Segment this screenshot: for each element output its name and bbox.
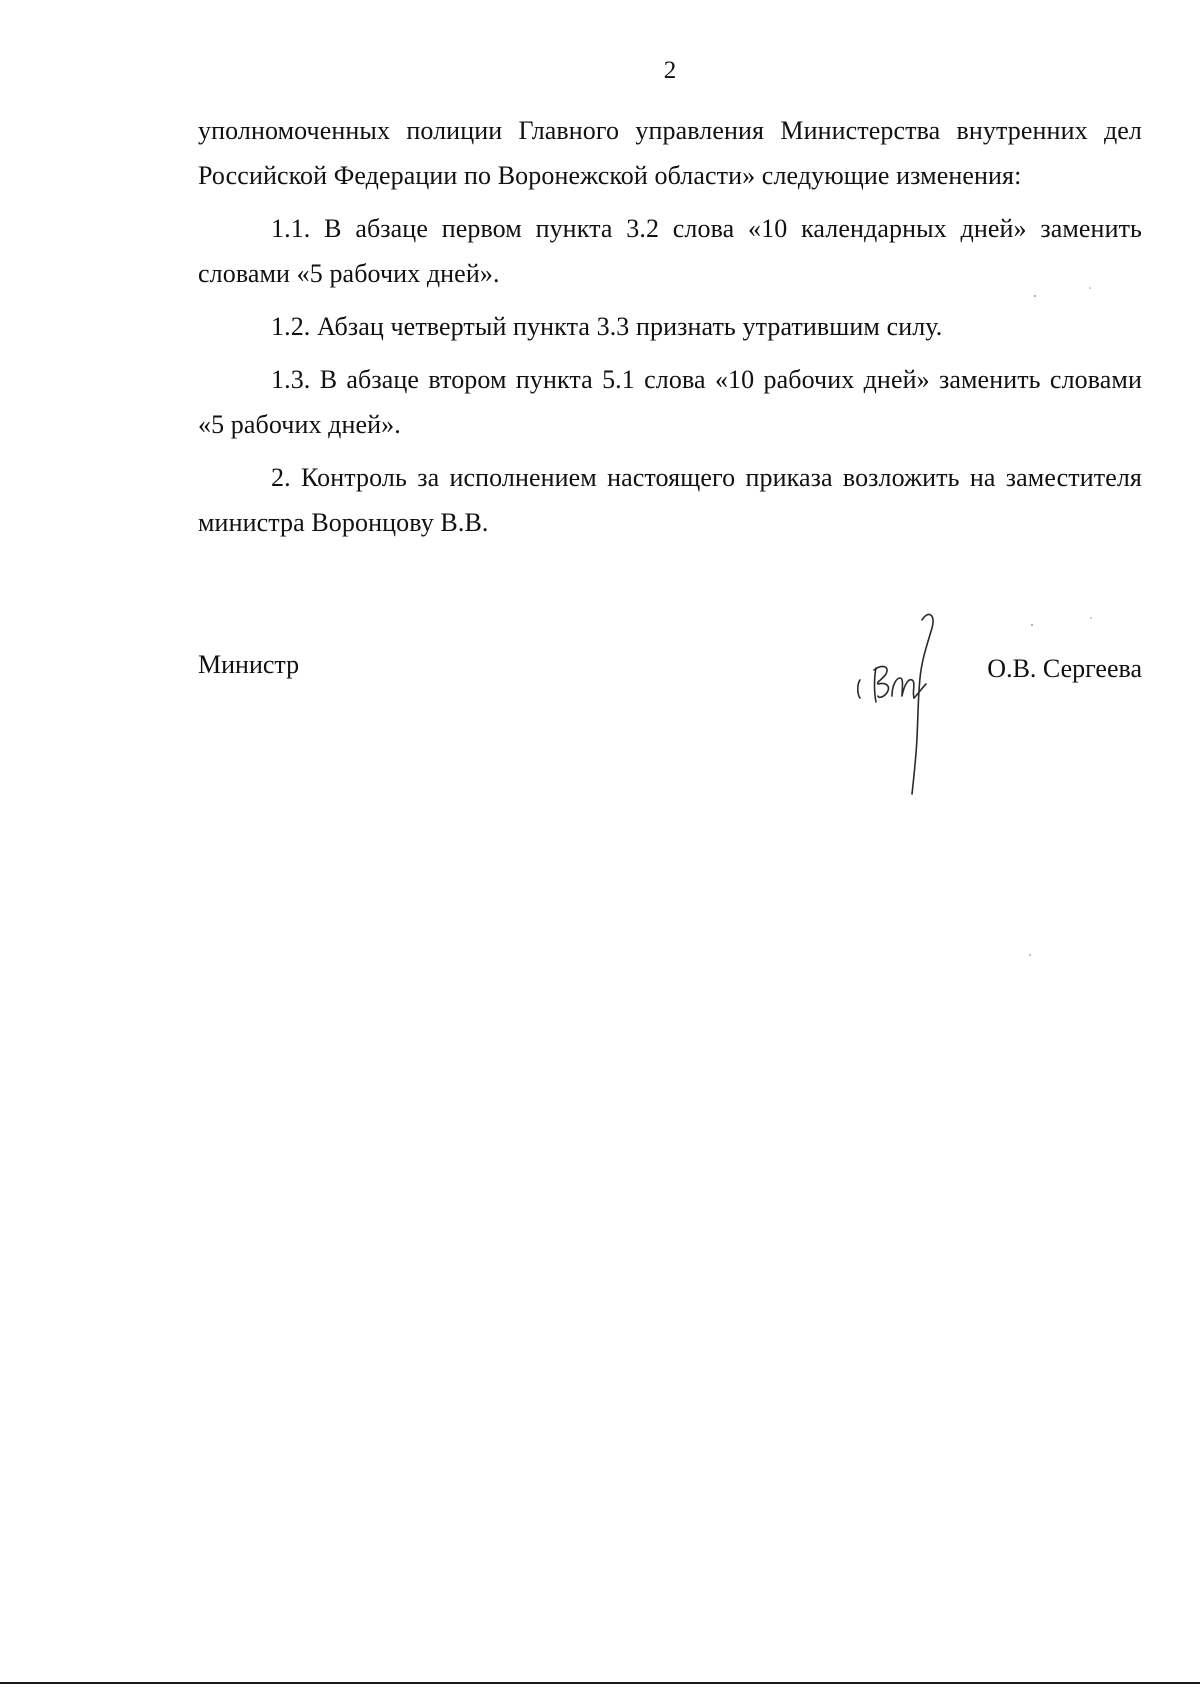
document-body — [198, 108, 1142, 553]
paragraph-item-2: 2. Контроль за исполнением настоящего приказа возложить на заместителя министра Воронцову В.В. — [198, 463, 1142, 537]
paragraph-continuation: уполномоченных полиции Главного управления Министерства внутренних дел Российской Федерации по Воронежской области» следующие изменения: — [198, 116, 1142, 190]
signatory-name: О.В. Сергеева — [987, 654, 1142, 683]
page-number: 2 — [663, 57, 677, 84]
paragraph-item-1-3: 1.3. В абзаце втором пункта 5.1 слова «10 рабочих дней» заменить словами «5 рабочих дней». — [198, 365, 1142, 439]
page-bottom-edge — [0, 1682, 1200, 1684]
signature-block — [198, 642, 1142, 802]
handwritten-signature — [852, 608, 962, 798]
paragraph-item-1-1: 1.1. В абзаце первом пункта 3.2 слова «10 календарных дней» заменить словами «5 рабочих дней». — [198, 214, 1142, 288]
paragraph-item-1-2: 1.2. Абзац четвертый пункта 3.3 признать утратившим силу. — [271, 312, 943, 341]
signatory-title: Министр — [198, 650, 300, 679]
